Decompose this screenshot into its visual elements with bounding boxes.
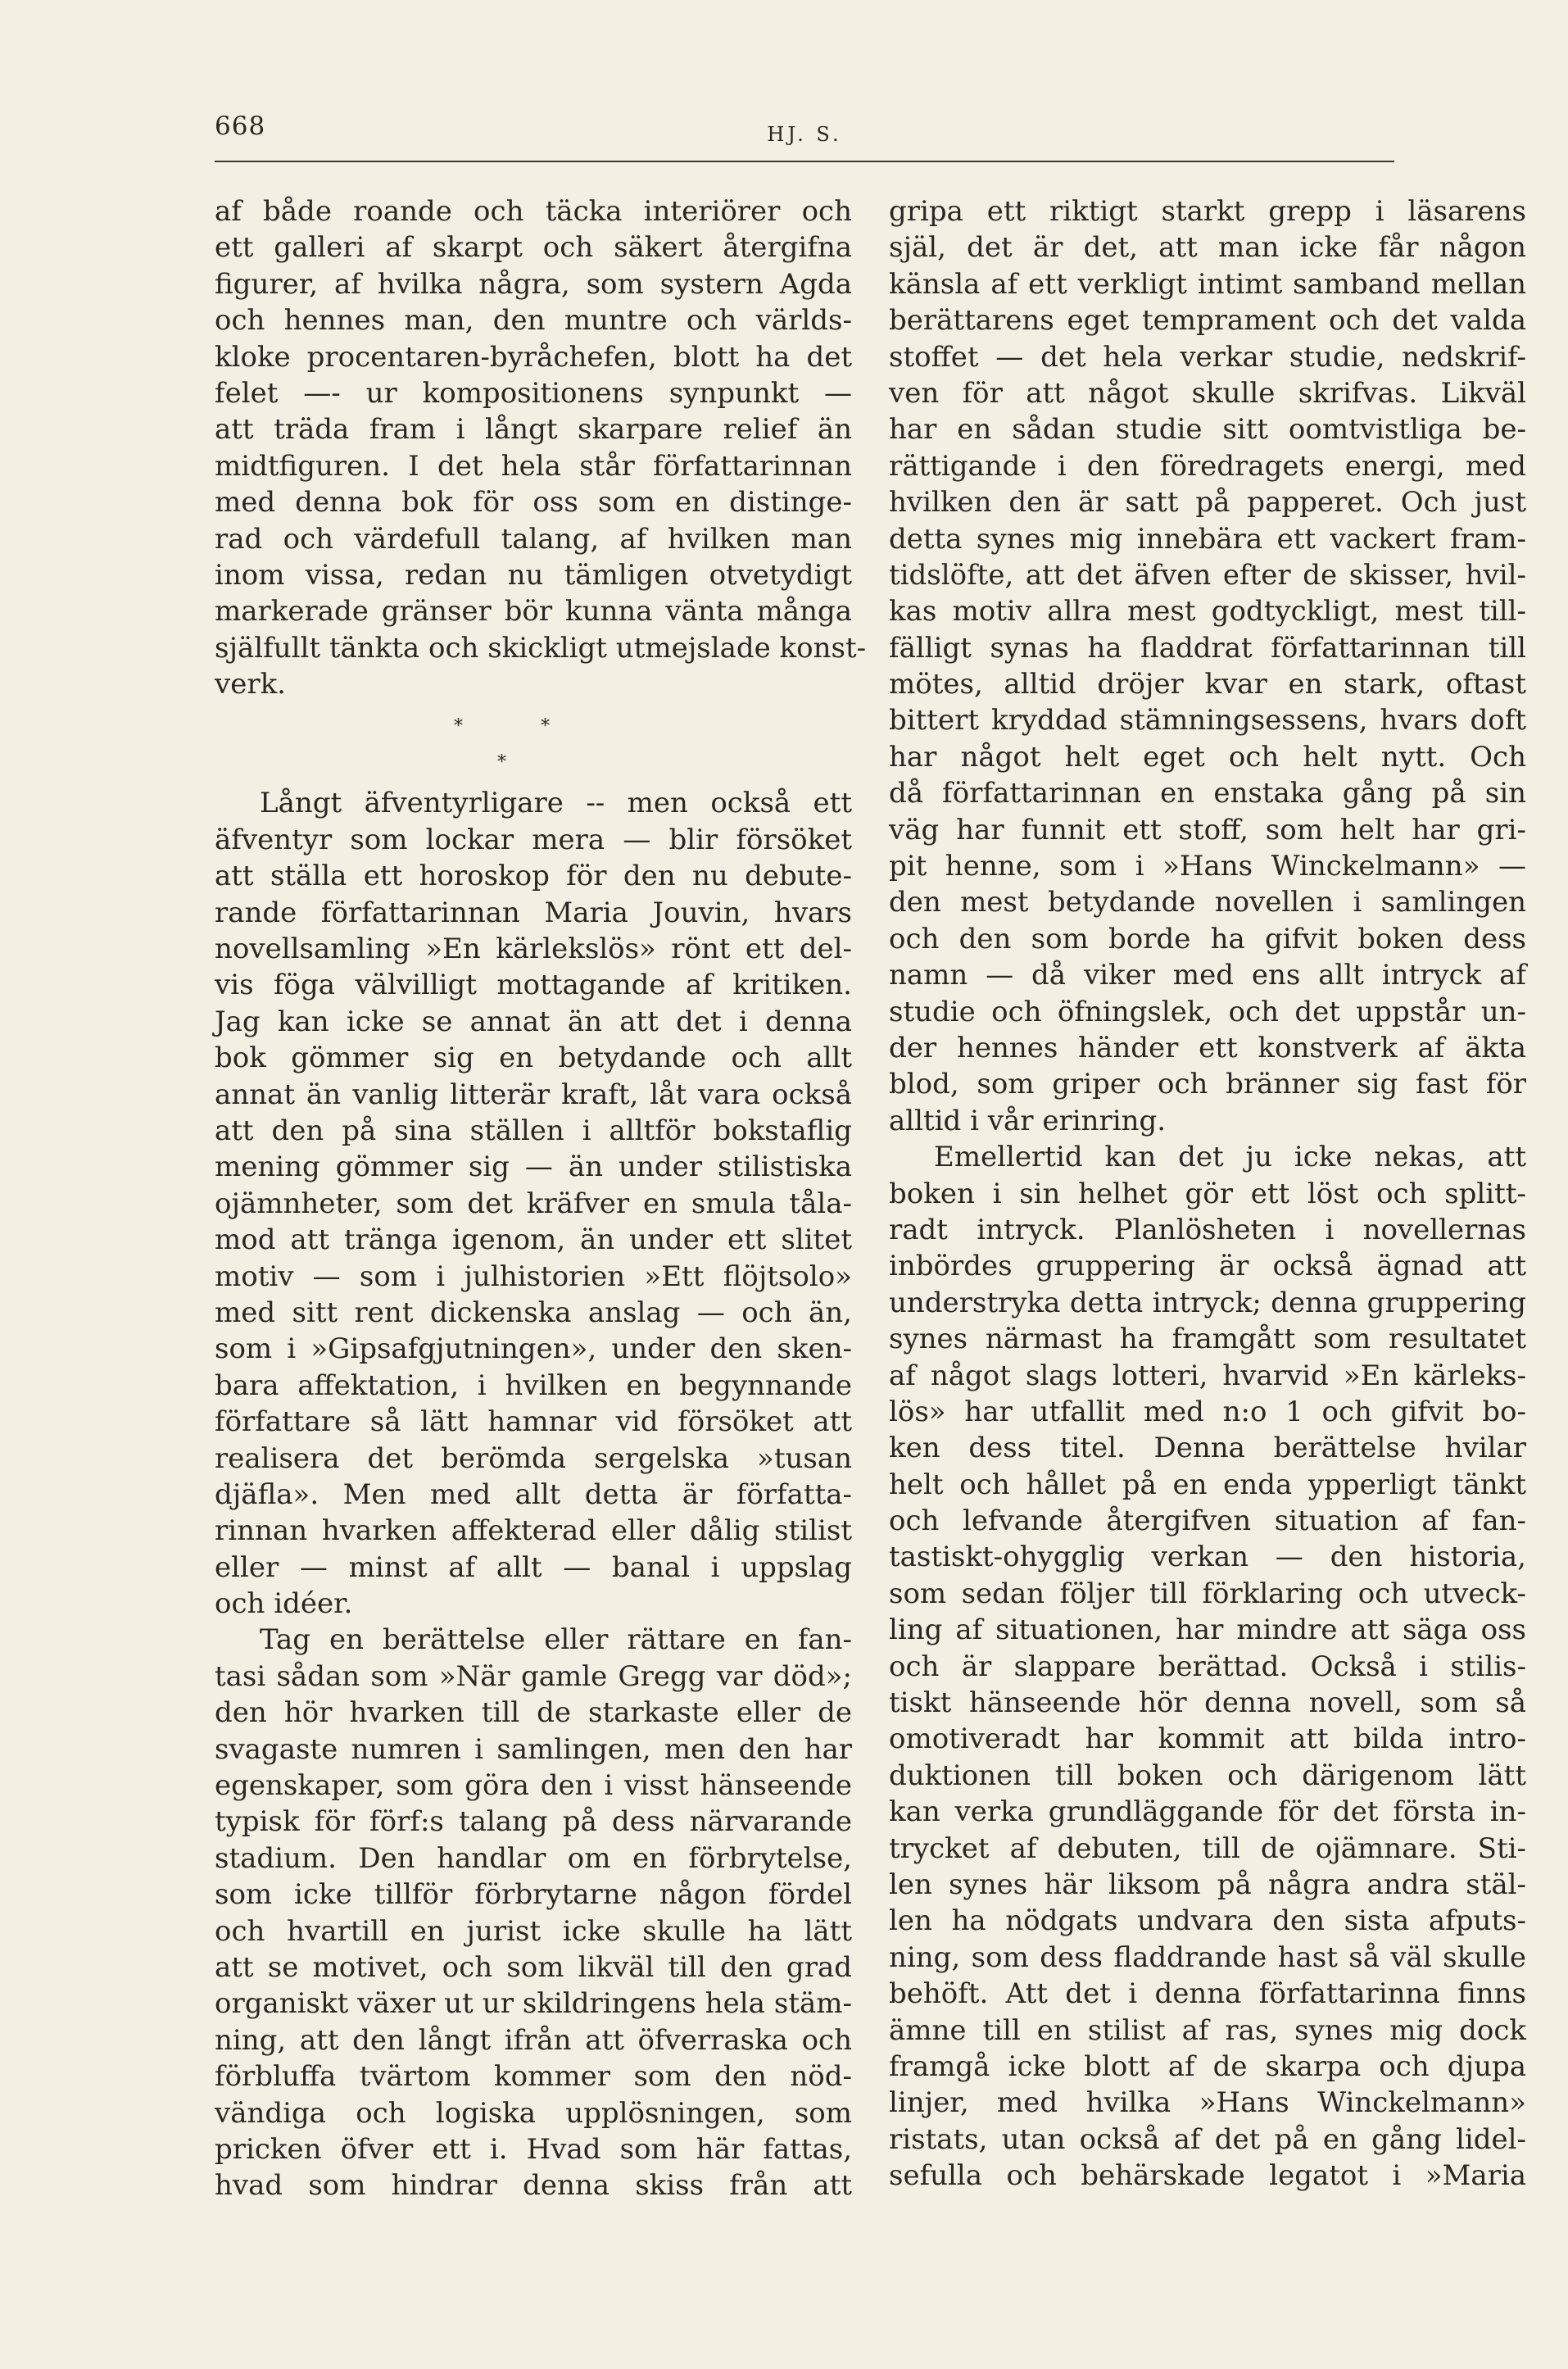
- text-line: egenskaper, som göra den i visst hänseende: [215, 1769, 852, 1803]
- text-line: hvad som hindrar denna skiss från att: [215, 2169, 852, 2203]
- text-line: ning, som dess fladdrande hast så väl skulle: [889, 1940, 1526, 1974]
- text-line: len ha nödgats undvara den sista afputs-: [889, 1904, 1526, 1938]
- text-line: radt intryck. Planlösheten i novellernas: [889, 1213, 1526, 1246]
- text-line: rättigande i den föredragets energi, med: [889, 449, 1526, 483]
- text-line: sefulla och behärskade legatot i »Maria: [889, 2159, 1526, 2193]
- text-line: vändiga och logiska upplösningen, som: [215, 2096, 852, 2130]
- text-line: författare så lätt hamnar vid försöket att: [215, 1405, 852, 1439]
- text-line: der hennes händer ett konstverk af äkta: [889, 1031, 1526, 1064]
- text-line: ling af situationen, har mindre att säga oss: [889, 1613, 1526, 1647]
- paragraph: [889, 193, 1526, 1139]
- page-header: [215, 107, 1394, 156]
- text-line: rande författarinnan Maria Jouvin, hvars: [215, 896, 852, 929]
- text-line: och lefvande återgifven situation af fan-: [889, 1504, 1526, 1538]
- text-line: kan verka grundläggande för det första in-: [889, 1795, 1526, 1829]
- text-line: duktionen till boken och därigenom lätt: [889, 1759, 1526, 1792]
- text-line: kas motiv allra mest godtyckligt, mest till-: [889, 595, 1526, 629]
- text-line: lös» har utfallit med n:o 1 och gifvit bo-: [889, 1395, 1526, 1428]
- text-line: namn — då viker med ens allt intryck af: [889, 959, 1526, 992]
- text-line: hvilken den är satt på papperet. Och just: [889, 486, 1526, 520]
- text-line: att ställa ett horoskop för den nu debute-: [215, 860, 852, 893]
- text-line: af något slags lotteri, hvarvid »En kärleks-: [889, 1359, 1526, 1392]
- text-line: ristats, utan också af det på en gång lidel-: [889, 2122, 1526, 2156]
- text-line: svagaste numren i samlingen, men den har: [215, 1732, 852, 1766]
- text-line: och är slappare berättad. Också i stilis-: [889, 1650, 1526, 1683]
- text-line: annat än vanlig litterär kraft, låt vara också: [215, 1078, 852, 1111]
- text-line: att träda fram i långt skarpare relief än: [215, 413, 852, 447]
- text-line: den mest betydande novellen i samlingen: [889, 886, 1526, 919]
- paragraph: [215, 193, 867, 702]
- paragraph: [215, 1622, 852, 2203]
- text-line: mod att tränga igenom, än under ett slitet: [215, 1223, 852, 1257]
- text-line: själ, det är det, att man icke får någon: [889, 231, 1526, 265]
- text-line: tiskt hänseende hör denna novell, som så: [889, 1686, 1526, 1720]
- text-line: och hennes man, den muntre och världs-: [215, 304, 852, 338]
- text-line: ken dess titel. Denna berättelse hvilar: [889, 1432, 1526, 1465]
- left-column: [215, 193, 867, 2204]
- text-line: då författarinnan en enstaka gång på sin: [889, 777, 1526, 810]
- header-rule: [215, 161, 1394, 162]
- text-line: och idéer.: [215, 1587, 353, 1621]
- text-line: har en sådan studie sitt oomtvistliga be-: [889, 413, 1526, 447]
- text-line: pit henne, som i »Hans Winckelmann» —: [889, 850, 1526, 883]
- text-line: som i »Gipsafgjutningen», under den sken-: [215, 1332, 852, 1366]
- text-line: mötes, alltid dröjer kvar en stark, oftast: [889, 668, 1526, 701]
- text-line: alltid i vår erinring.: [889, 1104, 1167, 1137]
- text-line: motiv — som i julhistorien »Ett flöjtsolo»: [215, 1259, 852, 1293]
- text-line: rinnan hvarken affekterad eller dålig stilist: [215, 1514, 852, 1548]
- text-line: med denna bok för oss som en distinge-: [215, 486, 852, 520]
- text-line: ämne till en stilist af ras, synes mig dock: [889, 2013, 1526, 2047]
- text-line: Långt äfventyrligare -- men också ett: [260, 787, 852, 820]
- text-line: omotiveradt har kommit att bilda intro-: [889, 1722, 1526, 1756]
- text-line: djäfla». Men med allt detta är författa-: [215, 1477, 852, 1511]
- text-line: berättarens eget temprament och det valda: [889, 304, 1526, 338]
- running-head: HJ. S.: [767, 123, 842, 146]
- text-line: understryka detta intryck; denna gruppering: [889, 1286, 1526, 1319]
- text-line: novellsamling »En kärlekslös» rönt ett del-: [215, 933, 852, 966]
- text-line: ven för att något skulle skrifvas. Likväl: [889, 376, 1526, 410]
- text-line: som icke tillför förbrytarne någon fördel: [215, 1878, 852, 1912]
- text-line: att se motivet, och som likväl till den grad: [215, 1950, 852, 1984]
- text-line: förbluffa tvärtom kommer som den nöd-: [215, 2060, 852, 2094]
- text-line: tidslöfte, att det äfven efter de skisser, hvil-: [889, 558, 1526, 592]
- text-line: linjer, med hvilka »Hans Winckelmann»: [889, 2086, 1526, 2120]
- paragraph: [215, 785, 852, 1622]
- text-line: tastiskt-ohygglig verkan — den historia,: [889, 1541, 1526, 1574]
- text-line: detta synes mig innebära ett vackert fram-: [889, 522, 1526, 556]
- text-line: mening gömmer sig — än under stilistiska: [215, 1150, 852, 1184]
- text-line: blod, som griper och bränner sig fast för: [889, 1068, 1526, 1101]
- text-line: gripa ett riktigt starkt grepp i läsarens: [889, 195, 1526, 228]
- text-line: äfventyr som lockar mera — blir försöket: [215, 823, 852, 856]
- text-line: verk.: [215, 668, 286, 701]
- text-line: ett galleri af skarpt och säkert återgifna: [215, 231, 852, 265]
- text-line: rad och värdefull talang, af hvilken man: [215, 522, 852, 556]
- text-line: med sitt rent dickenska anslag — och än,: [215, 1296, 852, 1329]
- text-line: ojämnheter, som det kräfver en smula tåla-: [215, 1187, 852, 1220]
- text-line: pricken öfver ett i. Hvad som här fattas,: [215, 2132, 852, 2166]
- text-line: som sedan följer till förklaring och utveck-: [889, 1577, 1526, 1610]
- text-line: själfullt tänkta och skickligt utmejslade konst-: [215, 631, 867, 665]
- text-line: kloke procentaren-byråchefen, blott ha det: [215, 340, 852, 374]
- text-line: stoffet — det hela verkar studie, nedskrif-: [889, 340, 1526, 374]
- text-line: har något helt eget och helt nytt. Och: [889, 740, 1526, 774]
- right-column: [889, 193, 1526, 2194]
- text-line: boken i sin helhet gör ett löst och splitt-: [889, 1177, 1526, 1210]
- asterisk: *: [497, 752, 506, 774]
- text-line: typisk för förf:s talang på dess närvarande: [215, 1805, 852, 1839]
- text-line: Tag en berättelse eller rättare en fan-: [260, 1623, 852, 1657]
- text-line: organiskt växer ut ur skildringens hela stäm-: [215, 1987, 852, 2021]
- text-line: midtfiguren. I det hela står författarinnan: [215, 449, 852, 483]
- text-line: Jag kan icke se annat än att det i denna: [215, 1005, 852, 1038]
- section-separator: [215, 702, 852, 785]
- paragraph: [889, 1139, 1526, 2194]
- text-line: eller — minst af allt — banal i uppslag: [215, 1550, 852, 1584]
- text-line: studie och öfningslek, och det uppstår un-: [889, 995, 1526, 1028]
- text-line: tasi sådan som »När gamle Gregg var död»;: [215, 1659, 852, 1693]
- asterisk: *: [454, 716, 463, 737]
- text-line: helt och hållet på en enda ypperligt tänkt: [889, 1468, 1526, 1501]
- text-line: trycket af debuten, till de ojämnare. Sti-: [889, 1831, 1526, 1865]
- text-line: väg har funnit ett stoff, som helt har gri-: [889, 813, 1526, 846]
- text-line: inom vissa, redan nu tämligen otvetydigt: [215, 558, 852, 592]
- text-line: vis föga välvilligt mottagande af kritiken.: [215, 969, 852, 1002]
- text-line: synes närmast ha framgått som resultatet: [889, 1323, 1526, 1356]
- text-line: bittert kryddad stämningsessens, hvars doft: [889, 704, 1526, 737]
- text-line: inbördes gruppering är också ägnad att: [889, 1250, 1526, 1283]
- text-line: och den som borde ha gifvit boken dess: [889, 922, 1526, 955]
- text-line: ning, att den långt ifrån att öfverraska och: [215, 2023, 852, 2057]
- text-line: och hvartill en jurist icke skulle ha lätt: [215, 1914, 852, 1948]
- text-line: den hör hvarken till de starkaste eller de: [215, 1696, 852, 1730]
- text-line: felet —- ur kompositionens synpunkt —: [215, 376, 852, 410]
- text-line: Emellertid kan det ju icke nekas, att: [934, 1141, 1526, 1174]
- text-line: bok gömmer sig en betydande och allt: [215, 1042, 852, 1075]
- text-line: markerade gränser bör kunna vänta många: [215, 595, 852, 629]
- asterisk: *: [541, 716, 550, 737]
- text-line: framgå icke blott af de skarpa och djupa: [889, 2049, 1526, 2083]
- text-line: bara affektation, i hvilken en begynnande: [215, 1368, 852, 1402]
- text-line: fälligt synas ha fladdrat författarinnan till: [889, 631, 1526, 665]
- text-line: realisera det berömda sergelska »tusan: [215, 1441, 852, 1475]
- text-line: känsla af ett verkligt intimt samband mellan: [889, 267, 1526, 301]
- text-line: stadium. Den handlar om en förbrytelse,: [215, 1841, 852, 1875]
- text-line: af både roande och täcka interiörer och: [215, 195, 852, 228]
- text-line: len synes här liksom på några andra stäl-: [889, 1868, 1526, 1901]
- text-line: figurer, af hvilka några, som systern Agda: [215, 267, 852, 301]
- page-number: 668: [215, 111, 266, 141]
- text-line: behöft. Att det i denna författarinna finns: [889, 1977, 1526, 2011]
- text-line: att den på sina ställen i alltför bokstaflig: [215, 1114, 852, 1147]
